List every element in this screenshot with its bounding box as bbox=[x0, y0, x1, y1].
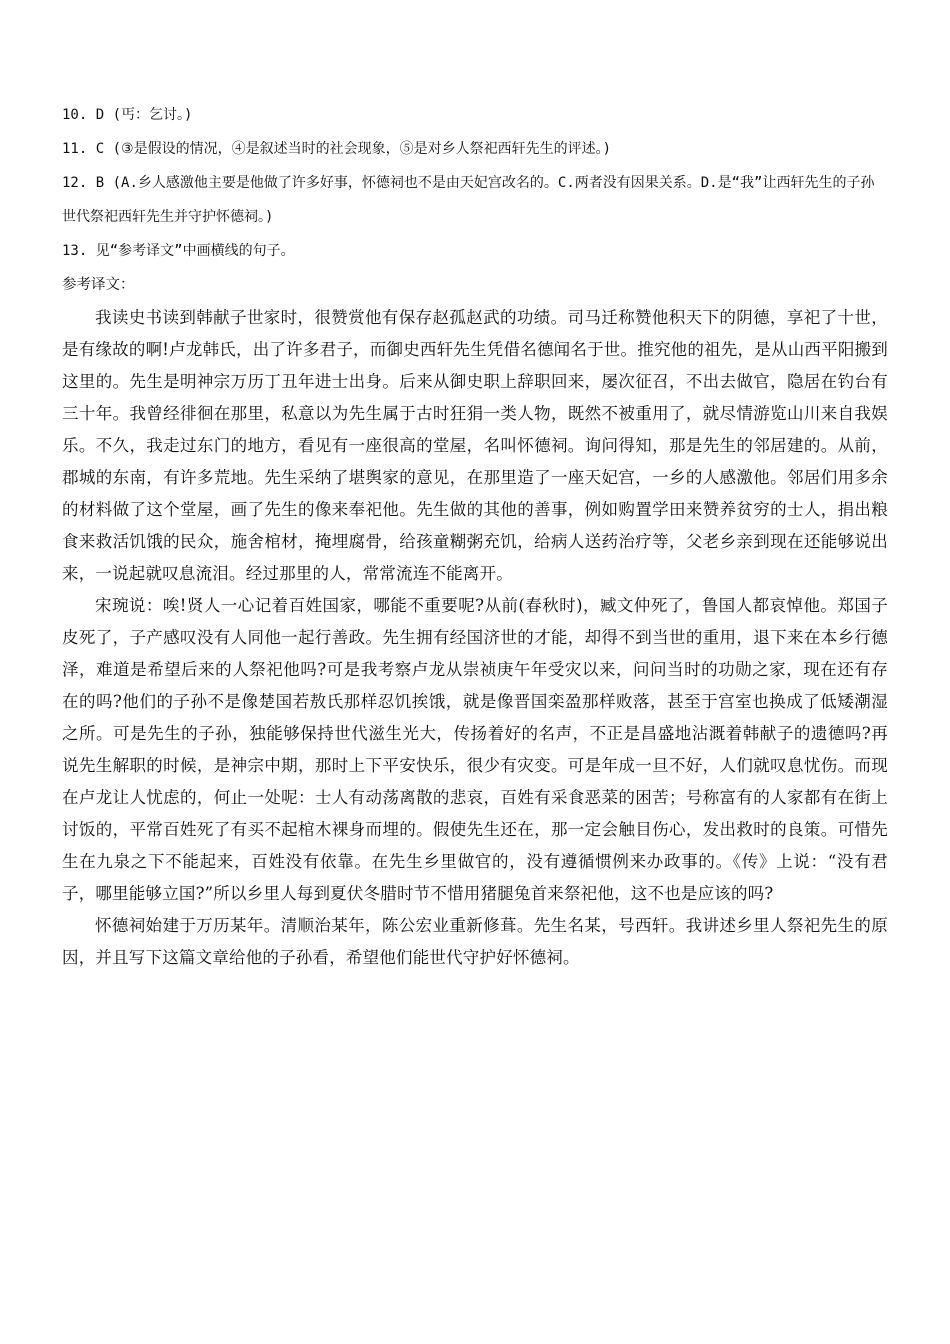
answer-list bbox=[62, 98, 888, 268]
answer-note: (③是假设的情况，④是叙述当时的社会现象，⑤是对乡人祭祀西轩先生的评述。) bbox=[112, 141, 612, 157]
translation-paragraph: 怀德祠始建于万历某年。清顺治某年，陈公宏业重新修葺。先生名某，号西轩。我讲述乡里人祭祀先生的原因，并且写下这篇文章给他的子孙看，希望他们能世代守护好怀德祠。 bbox=[62, 916, 888, 967]
answer-10 bbox=[62, 98, 888, 132]
answer-13 bbox=[62, 234, 888, 268]
answer-letter: C bbox=[95, 141, 105, 157]
answer-number: 11. bbox=[62, 141, 88, 157]
answer-letter: B bbox=[95, 175, 105, 191]
answer-11 bbox=[62, 132, 888, 166]
answer-note: (丐：乞讨。) bbox=[112, 107, 193, 123]
translation-body bbox=[62, 302, 888, 974]
answer-number: 13. bbox=[62, 243, 88, 259]
answer-note: 见“参考译文”中画横线的句子。 bbox=[95, 243, 295, 259]
translation-paragraph: 宋琬说：唉!贤人一心记着百姓国家，哪能不重要呢?从前(春秋时)，臧文仲死了，鲁国人都哀悼他。郑国子皮死了，子产感叹没有人同他一起行善政。先生拥有经国济世的才能，却得不到当世的重用，退下来在本乡行德泽，难道是希望后来的人祭祀他吗?可是我考察卢龙从崇祯庚午年受灾以来，问问当时的功勋之家，现在还有存在的吗?他们的子孙不是像楚国若敖氏那样忍饥挨饿，就是像晋国栾盈那样败落，甚至于宫室也换成了低矮潮湿之所。可是先生的子孙，独能够保持世代滋生光大，传扬着好的名声，不正是昌盛地沾溉着韩献子的遗德吗?再说先生解职的时候，是神宗中期，那时上下平安快乐，很少有灾变。可是年成一旦不好，人们就叹息忧伤。而现在卢龙让人忧虑的，何止一处呢：士人有动荡离散的悲哀，百姓有采食恶菜的困苦；号称富有的人家都有在街上讨饭的，平常百姓死了有买不起棺木裸身而埋的。假使先生还在，那一定会触目伤心，发出救时的良策。可惜先生在九泉之下不能起来，百姓没有依靠。在先生乡里做官的，没有遵循惯例来办政事的。《传》上说：“没有君子，哪里能够立国?”所以乡里人每到夏伏冬腊时节不惜用猪腿兔首来祭祀他，这不也是应该的吗? bbox=[62, 596, 888, 903]
answer-number: 10. bbox=[62, 107, 88, 123]
answer-12 bbox=[62, 166, 888, 234]
translation-paragraph: 我读史书读到韩献子世家时，很赞赏他有保存赵孤赵武的功绩。司马迁称赞他积天下的阴德，享祀了十世，是有缘故的啊!卢龙韩氏，出了许多君子，而御史西轩先生凭借名德闻名于世。推究他的祖先，是从山西平阳搬到这里的。先生是明神宗万历丁丑年进士出身。后来从御史职上辞职回来，屡次征召，不出去做官，隐居在钓台有三十年。我曾经徘徊在那里，私意以为先生属于古时狂狷一类人物，既然不被重用了，就尽情游览山川来自我娱乐。不久，我走过东门的地方，看见有一座很高的堂屋，名叫怀德祠。询问得知，那是先生的邻居建的。从前，郡城的东南，有许多荒地。先生采纳了堪舆家的意见，在那里造了一座天妃宫，一乡的人感激他。邻居们用多余的材料做了这个堂屋，画了先生的像来奉祀他。先生做的其他的善事，例如购置学田来赞养贫穷的士人，捐出粮食来救活饥饿的民众，施舍棺材，掩埋腐骨，给孩童糊粥充饥，给病人送药治疗等，父老乡亲到现在还能够说出来，一说起就叹息流泪。经过那里的人，常常流连不能离开。 bbox=[62, 308, 888, 583]
answer-number: 12. bbox=[62, 175, 88, 191]
answer-letter: D bbox=[95, 107, 105, 123]
translation-label: 参考译文： bbox=[62, 277, 135, 293]
answer-note: (A.乡人感激他主要是他做了许多好事，怀德祠也不是由天妃宫改名的。C.两者没有因果关系。D.是“我”让西轩先生的子孙世代祭祀西轩先生并守护怀德祠。) bbox=[62, 175, 875, 225]
